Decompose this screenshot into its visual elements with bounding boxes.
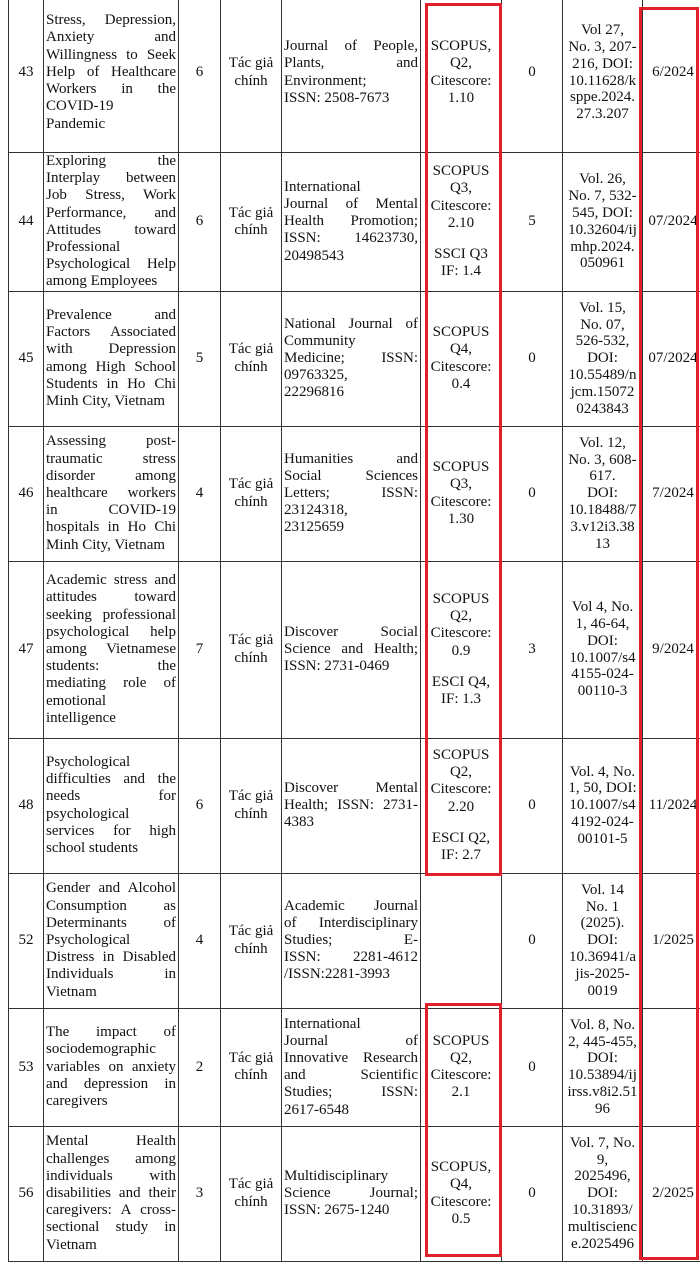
author-count-cell xyxy=(179,426,221,561)
justified-text: Discover Mental Health; ISSN: 2731- 4383 xyxy=(284,779,418,831)
title-cell xyxy=(44,0,179,153)
cell-text: Vol. 26, No. 7, 532- 545, DOI: 10.32604/ij mhp.2024. 050961 xyxy=(568,171,637,272)
date-cell xyxy=(643,1126,700,1261)
index-cell xyxy=(421,426,502,561)
justified-text: The impact of sociodemographic variables on anxiety and depression in caregivers xyxy=(46,1024,176,1109)
cell-text: 5 xyxy=(528,213,536,230)
date-cell xyxy=(643,873,700,1008)
citations-cell xyxy=(502,153,563,292)
justified-text: Journal of People, Plants, and Environment; ISSN: 2508-7673 xyxy=(284,38,418,106)
row-number-cell xyxy=(9,561,44,738)
role-cell xyxy=(221,1126,282,1261)
author-count-cell xyxy=(179,1126,221,1261)
details-cell xyxy=(563,291,643,426)
cell-text: SCOPUS Q2, Citescore: 0.9 xyxy=(430,591,492,659)
role-cell xyxy=(221,561,282,738)
cell-text: 3 xyxy=(528,641,536,658)
cell-text: 5 xyxy=(195,350,204,367)
table-row xyxy=(9,0,700,153)
row-number-cell xyxy=(9,0,44,153)
details-cell xyxy=(563,0,643,153)
index-cell xyxy=(421,561,502,738)
title-cell xyxy=(44,738,179,873)
cell-text: Vol 4, No. 1, 46-64, DOI: 10.1007/s4 4155-024- 00110-3 xyxy=(569,599,636,700)
table-row xyxy=(9,1126,700,1261)
cell-text: Tác giả chính xyxy=(228,632,274,666)
citations-cell xyxy=(502,291,563,426)
table-row xyxy=(9,561,700,738)
justified-text: Mental Health challenges among individuals with disabilities and their caregivers: A cross- sectional study in Vietnam xyxy=(46,1133,176,1253)
journal-cell xyxy=(282,291,421,426)
justified-text: Gender and Alcohol Consumption as Determinants of Psychological Distress in Disabled Individuals in Vietnam xyxy=(46,880,176,1000)
date-cell xyxy=(643,561,700,738)
justified-text: Discover Social Science and Health; ISSN: 2731-0469 xyxy=(284,623,418,675)
cell-text: Tác giả chính xyxy=(228,476,274,510)
justified-text: Psychological difficulties and the needs for psychological services for high school students xyxy=(46,754,176,857)
cell-text: ESCI Q4, IF: 1.3 xyxy=(431,673,491,708)
cell-text: Vol. 15, No. 07, 526-532, DOI: 10.55489/n jcm.15072 0243843 xyxy=(568,299,637,417)
table-row xyxy=(9,426,700,561)
cell-text: 46 xyxy=(18,485,34,502)
role-cell xyxy=(221,1008,282,1126)
title-cell xyxy=(44,561,179,738)
justified-text: Academic stress and attitudes toward seeking professional psychological help among Vietnamese students: the mediating role of emotional intelligence xyxy=(46,572,176,726)
table-body xyxy=(9,0,700,1261)
journal-cell xyxy=(282,153,421,292)
cell-text: Tác giả chính xyxy=(228,1049,274,1084)
cell-text: SCOPUS Q2, Citescore: 2.1 xyxy=(430,1032,492,1101)
cell-text: Vol. 14 No. 1 (2025). DOI: 10.36941/a jis-2025- 0019 xyxy=(568,881,637,999)
cell-text: 7 xyxy=(195,641,204,658)
justified-text: Humanities and Social Sciences Letters; ISSN: 23124318, 23125659 xyxy=(284,450,418,536)
cell-text: SCOPUS Q4, Citescore: 0.4 xyxy=(430,324,492,392)
details-cell xyxy=(563,426,643,561)
justified-text: Assessing post- traumatic stress disorder among healthcare workers in COVID-19 hospitals in Ho Chi Minh City, Vietnam xyxy=(46,433,176,553)
journal-cell xyxy=(282,1126,421,1261)
row-number-cell xyxy=(9,291,44,426)
cell-text: 1/2025 xyxy=(652,932,694,949)
justified-text: Multidisciplinary Science Journal; ISSN: 2675-1240 xyxy=(284,1167,418,1219)
author-count-cell xyxy=(179,738,221,873)
citations-cell xyxy=(502,0,563,153)
cell-text: 6 xyxy=(195,63,204,80)
justified-text: National Journal of Community Medicine; ISSN: 09763325, 22296816 xyxy=(284,315,418,401)
cell-text: Tác giả chính xyxy=(228,55,274,89)
title-cell xyxy=(44,291,179,426)
journal-cell xyxy=(282,0,421,153)
cell-text: 2/2025 xyxy=(652,1185,694,1202)
journal-cell xyxy=(282,1008,421,1126)
date-cell xyxy=(643,426,700,561)
role-cell xyxy=(221,0,282,153)
cell-text: ESCI Q2, IF: 2.7 xyxy=(431,829,491,864)
row-number-cell xyxy=(9,1008,44,1126)
cell-text: SCOPUS Q3, Citescore: 2.10 xyxy=(430,163,492,231)
row-number-cell xyxy=(9,426,44,561)
citations-cell xyxy=(502,1008,563,1126)
cell-text: 6/2024 xyxy=(652,63,694,80)
cell-text: Tác giả chính xyxy=(228,923,274,957)
row-number-cell xyxy=(9,738,44,873)
table-row xyxy=(9,1008,700,1126)
details-cell xyxy=(563,561,643,738)
cell-text: 44 xyxy=(18,213,34,230)
details-cell xyxy=(563,1008,643,1126)
cell-text: 0 xyxy=(528,1058,536,1075)
cell-text: 07/2024 xyxy=(648,350,698,367)
date-cell xyxy=(643,153,700,292)
cell-text: Vol 27, No. 3, 207- 216, DOI: 10.11628/k sppe.2024. 27.3.207 xyxy=(568,22,637,123)
journal-cell xyxy=(282,561,421,738)
table-row xyxy=(9,873,700,1008)
row-number-cell xyxy=(9,873,44,1008)
cell-text: 0 xyxy=(528,350,536,367)
citations-cell xyxy=(502,873,563,1008)
cell-text: 0 xyxy=(528,932,536,949)
cell-text: 9/2024 xyxy=(652,641,694,658)
cell-text: SCOPUS, Q2, Citescore: 1.10 xyxy=(430,38,492,106)
cell-text: 52 xyxy=(18,932,34,949)
author-count-cell xyxy=(179,153,221,292)
details-cell xyxy=(563,738,643,873)
cell-text: Tác giả chính xyxy=(228,788,274,822)
details-cell xyxy=(563,1126,643,1261)
cell-text: 56 xyxy=(18,1185,34,1202)
cell-text: 4 xyxy=(195,485,204,502)
citations-cell xyxy=(502,426,563,561)
cell-text: Vol. 4, No. 1, 50, DOI: 10.1007/s4 4192-024- 00101-5 xyxy=(568,763,637,847)
author-count-cell xyxy=(179,873,221,1008)
cell-text: SCOPUS, Q4, Citescore: 0.5 xyxy=(430,1159,492,1227)
cell-text: 43 xyxy=(18,63,34,80)
justified-text: Exploring the Interplay between Job Stress, Work Performance, and Attitudes toward Professional Psychological Help among Employees xyxy=(46,153,176,290)
author-count-cell xyxy=(179,561,221,738)
cell-text: 6 xyxy=(195,797,204,814)
table-row xyxy=(9,153,700,292)
table-row xyxy=(9,738,700,873)
cell-text: SCOPUS Q2, Citescore: 2.20 xyxy=(430,747,492,815)
publication-table xyxy=(8,0,700,1262)
role-cell xyxy=(221,873,282,1008)
date-cell xyxy=(643,291,700,426)
date-cell xyxy=(643,0,700,153)
cell-text: 2 xyxy=(195,1058,204,1075)
index-cell xyxy=(421,873,502,1008)
journal-cell xyxy=(282,873,421,1008)
index-cell xyxy=(421,738,502,873)
cell-text: 0 xyxy=(528,1185,536,1202)
cell-text: SSCI Q3 IF: 1.4 xyxy=(434,246,488,280)
title-cell xyxy=(44,873,179,1008)
justified-text: International Journal of Mental Health Promotion; ISSN: 14623730, 20498543 xyxy=(284,178,418,264)
date-cell xyxy=(643,738,700,873)
cell-text: 45 xyxy=(18,350,34,367)
cell-text: 6 xyxy=(195,213,204,230)
title-cell xyxy=(44,1008,179,1126)
details-cell xyxy=(563,153,643,292)
author-count-cell xyxy=(179,291,221,426)
cell-text: 0 xyxy=(528,797,536,814)
journal-cell xyxy=(282,426,421,561)
author-count-cell xyxy=(179,1008,221,1126)
justified-text: Stress, Depression, Anxiety and Willingness to Seek Help of Healthcare Workers in the COVID-19 Pandemic xyxy=(46,12,176,132)
role-cell xyxy=(221,426,282,561)
cell-text: 48 xyxy=(18,797,34,814)
cell-text: Vol. 7, No. 9, 2025496, DOI: 10.31893/ multiscienc e.2025496 xyxy=(567,1134,638,1252)
cell-text: 3 xyxy=(195,1185,204,1202)
citations-cell xyxy=(502,738,563,873)
role-cell xyxy=(221,738,282,873)
cell-text: 0 xyxy=(528,485,536,502)
cell-text: SCOPUS Q3, Citescore: 1.30 xyxy=(430,459,492,527)
journal-cell xyxy=(282,738,421,873)
citations-cell xyxy=(502,1126,563,1261)
index-cell xyxy=(421,1008,502,1126)
cell-text: 53 xyxy=(18,1058,34,1075)
date-cell xyxy=(643,1008,700,1126)
cell-text: 7/2024 xyxy=(652,485,694,502)
index-cell xyxy=(421,1126,502,1261)
role-cell xyxy=(221,153,282,292)
justified-text: International Journal of Innovative Research and Scientific Studies; ISSN: 2617-6548 xyxy=(284,1015,418,1118)
title-cell xyxy=(44,426,179,561)
cell-text: 07/2024 xyxy=(648,213,698,230)
cell-text: 11/2024 xyxy=(648,797,698,814)
title-cell xyxy=(44,153,179,292)
author-count-cell xyxy=(179,0,221,153)
cell-text: 0 xyxy=(528,63,536,80)
index-cell xyxy=(421,0,502,153)
justified-text: Prevalence and Factors Associated with Depression among High School Students in Ho Chi Minh City, Vietnam xyxy=(46,307,176,410)
table-row xyxy=(9,291,700,426)
cell-text: Vol. 8, No. 2, 445-455, DOI: 10.53894/ij irss.v8i2.51 96 xyxy=(567,1016,638,1117)
justified-text: Academic Journal of Interdisciplinary Studies; E- ISSN: 2281-4612 /ISSN:2281-3993 xyxy=(284,897,418,983)
cell-text: 47 xyxy=(18,641,34,658)
role-cell xyxy=(221,291,282,426)
row-number-cell xyxy=(9,1126,44,1261)
cell-text: 4 xyxy=(195,932,204,949)
cell-text: Tác giả chính xyxy=(228,204,274,238)
title-cell xyxy=(44,1126,179,1261)
citations-cell xyxy=(502,561,563,738)
details-cell xyxy=(563,873,643,1008)
index-cell xyxy=(421,291,502,426)
index-cell xyxy=(421,153,502,292)
cell-text: Tác giả chính xyxy=(228,341,274,375)
row-number-cell xyxy=(9,153,44,292)
cell-text: Tác giả chính xyxy=(228,1176,274,1210)
cell-text: Vol. 12, No. 3, 608- 617. DOI: 10.18488/7 3.v12i3.38 13 xyxy=(568,434,637,552)
